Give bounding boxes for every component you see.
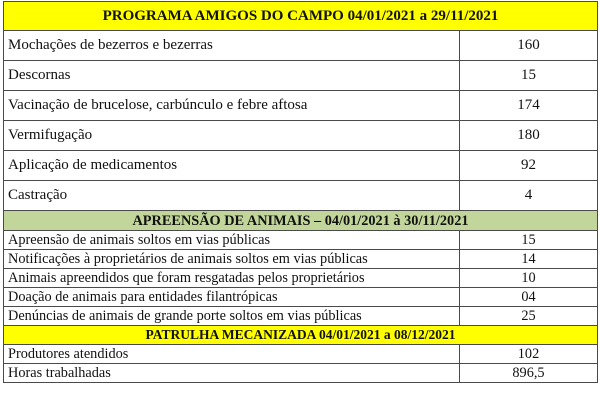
table-row (4, 151, 598, 181)
row-label: Descornas (4, 61, 460, 91)
table-row (4, 181, 598, 211)
row-value: 896,5 (460, 364, 598, 383)
row-value: 160 (460, 31, 598, 61)
row-label: Animais apreendidos que foram resgatadas pelos proprietários (4, 269, 460, 288)
table-row (4, 288, 598, 307)
table-row (4, 91, 598, 121)
row-value: 04 (460, 288, 598, 307)
row-label: Horas trabalhadas (4, 364, 460, 383)
row-label: Produtores atendidos (4, 345, 460, 364)
row-label: Vermifugação (4, 121, 460, 151)
row-label: Notificações à proprietários de animais soltos em vias públicas (4, 250, 460, 269)
row-value: 174 (460, 91, 598, 121)
row-label: Aplicação de medicamentos (4, 151, 460, 181)
table-row (4, 231, 598, 250)
row-label: Denúncias de animais de grande porte soltos em vias públicas (4, 307, 460, 326)
section-header-patrulha-mecanizada (4, 326, 598, 345)
section-header-amigos-do-campo (4, 2, 598, 31)
row-label: Doação de animais para entidades filantrópicas (4, 288, 460, 307)
section-title: APREENSÃO DE ANIMAIS – 04/01/2021 à 30/11/2021 (4, 211, 598, 231)
row-value: 15 (460, 231, 598, 250)
table-row (4, 61, 598, 91)
table-row (4, 364, 598, 383)
table-row (4, 250, 598, 269)
section-title: PROGRAMA AMIGOS DO CAMPO 04/01/2021 a 29/11/2021 (4, 2, 598, 31)
table-row (4, 31, 598, 61)
row-value: 15 (460, 61, 598, 91)
row-label: Castração (4, 181, 460, 211)
row-label: Vacinação de brucelose, carbúnculo e febre aftosa (4, 91, 460, 121)
table-row (4, 307, 598, 326)
table-row (4, 121, 598, 151)
table-row (4, 269, 598, 288)
row-value: 180 (460, 121, 598, 151)
section-title: PATRULHA MECANIZADA 04/01/2021 a 08/12/2021 (4, 326, 598, 345)
row-value: 25 (460, 307, 598, 326)
row-value: 102 (460, 345, 598, 364)
row-value: 14 (460, 250, 598, 269)
row-value: 92 (460, 151, 598, 181)
row-value: 4 (460, 181, 598, 211)
table-row (4, 345, 598, 364)
section-header-apreensao-de-animais (4, 211, 598, 231)
row-label: Apreensão de animais soltos em vias públicas (4, 231, 460, 250)
row-label: Mochações de bezerros e bezerras (4, 31, 460, 61)
activity-table (3, 1, 598, 383)
row-value: 10 (460, 269, 598, 288)
